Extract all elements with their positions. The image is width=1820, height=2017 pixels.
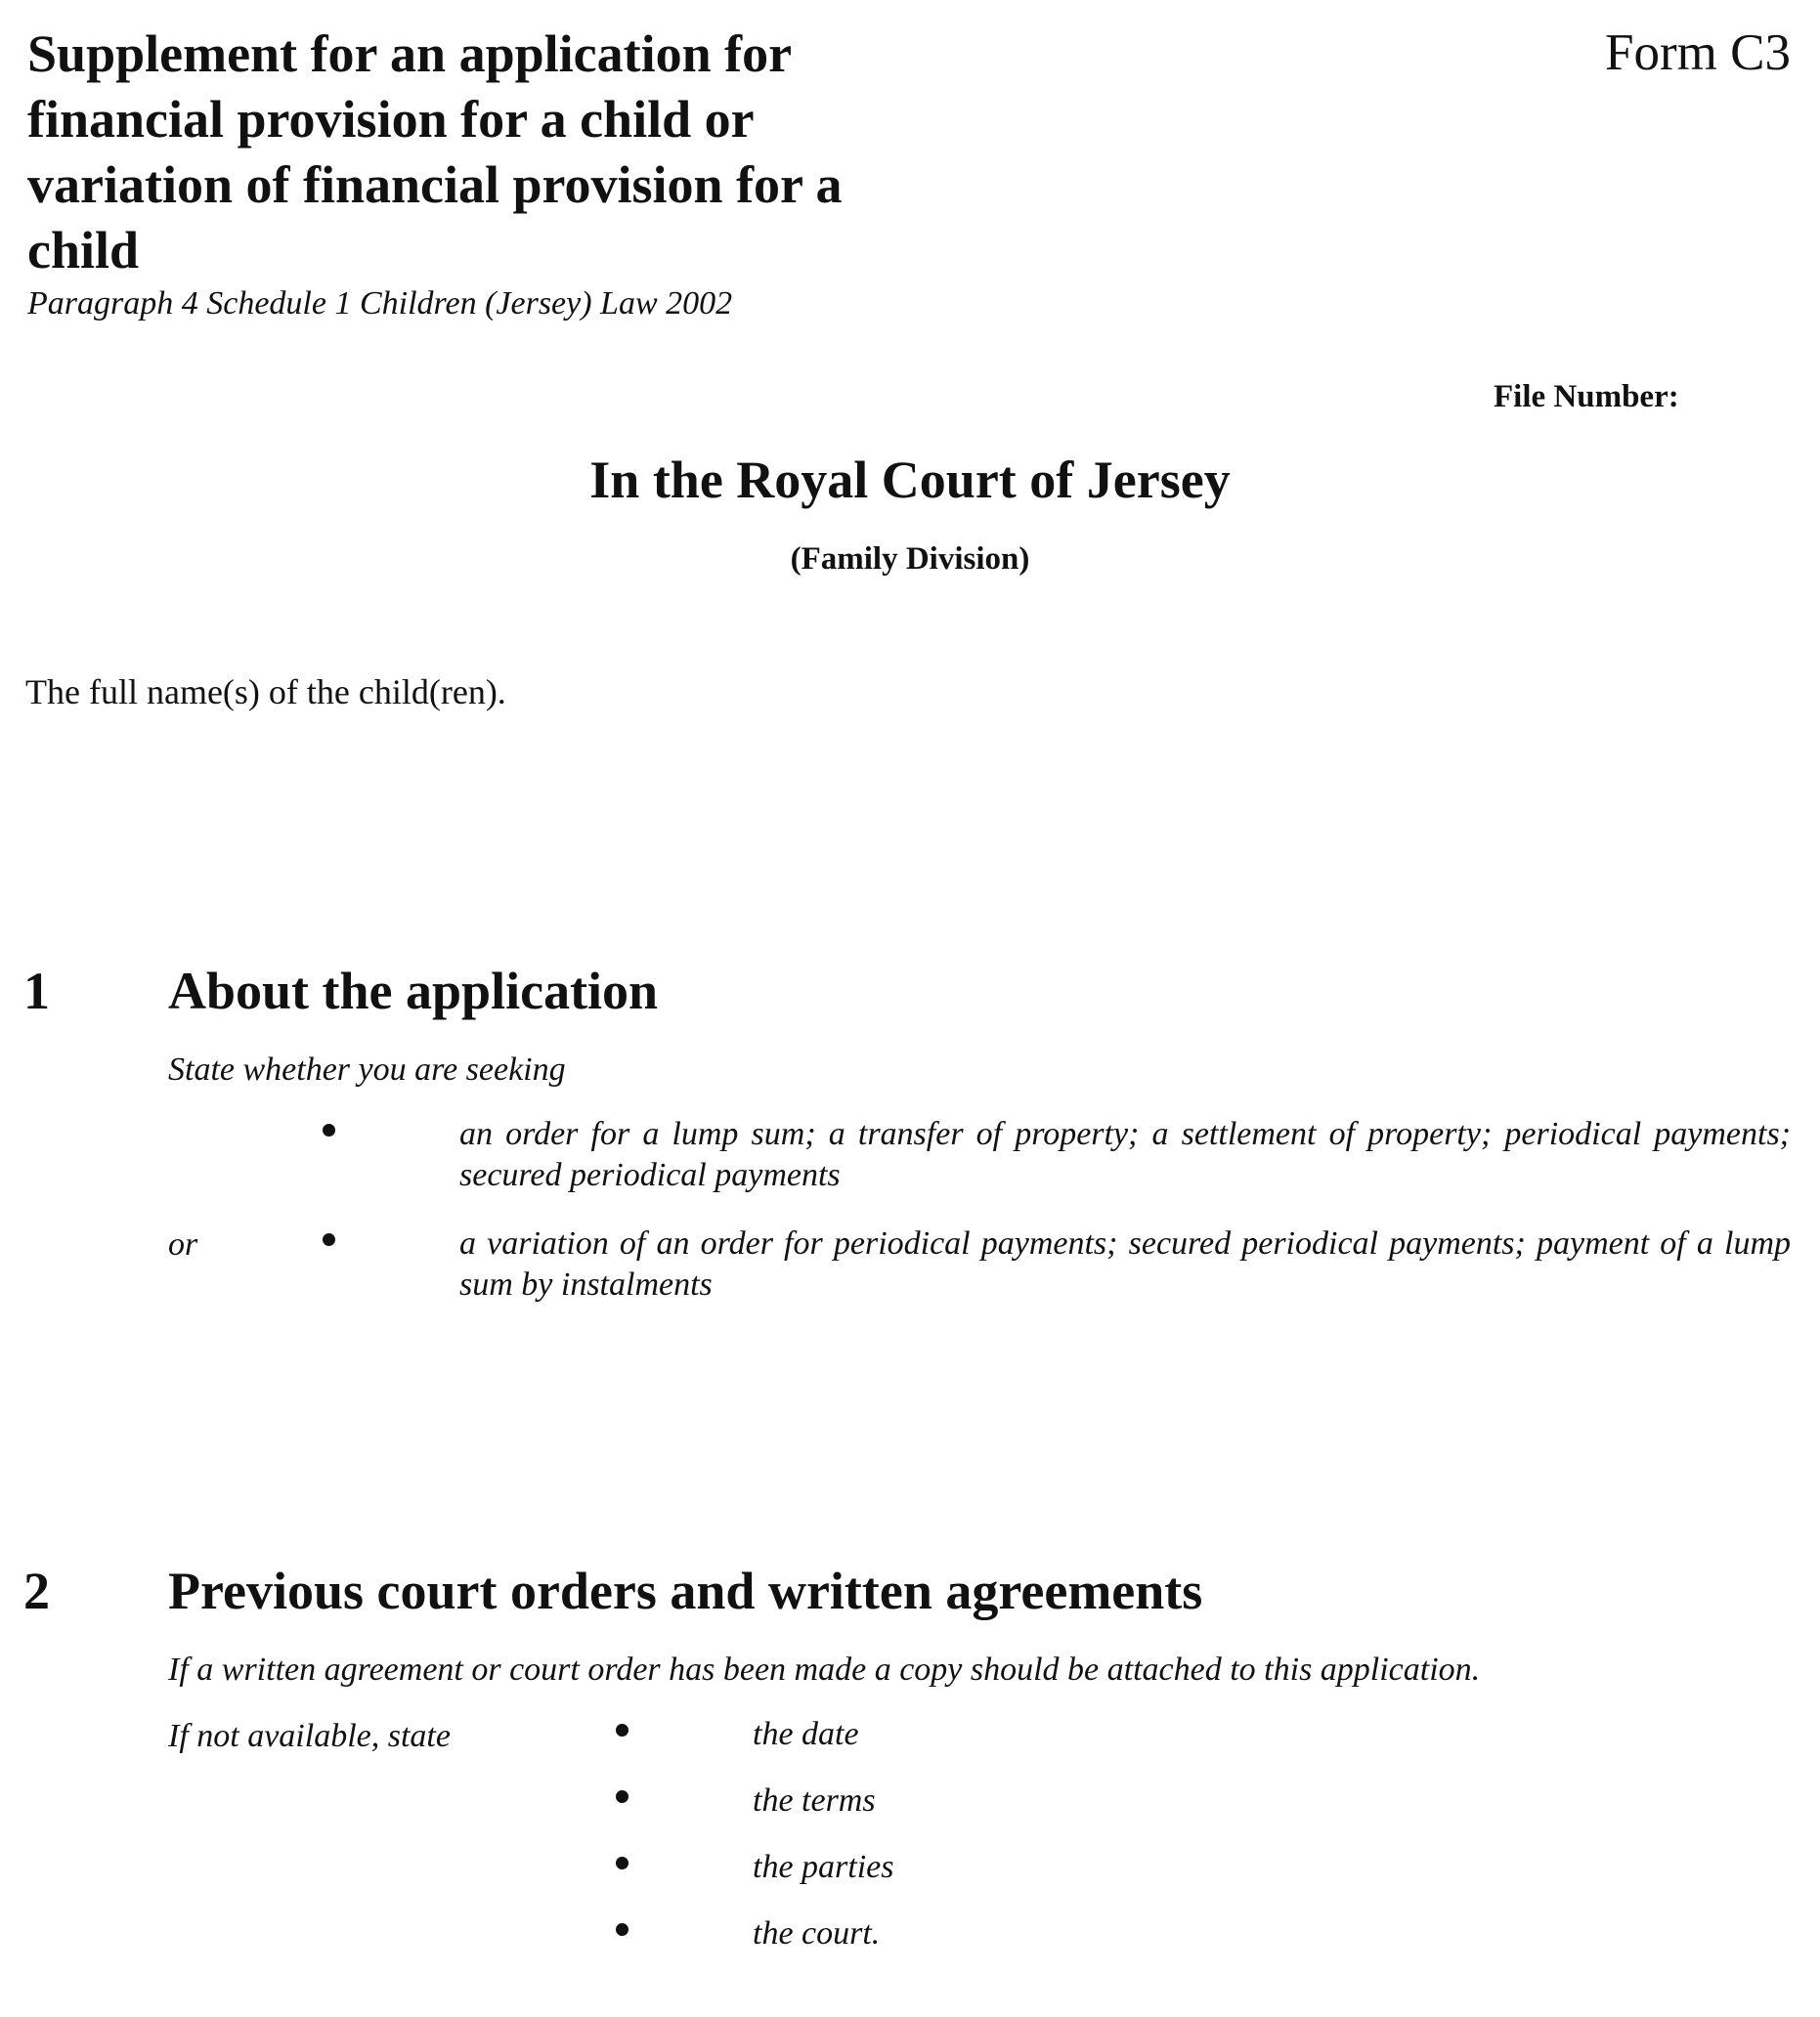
section-2-list-label: If not available, state — [168, 1718, 451, 1754]
section-1-number: 1 — [23, 962, 50, 1020]
bullet-icon — [616, 1857, 628, 1869]
bullet-icon — [323, 1233, 335, 1246]
legal-reference: Paragraph 4 Schedule 1 Children (Jersey) Law 2002 — [27, 285, 733, 322]
section-1-option-2: a variation of an order for periodical payments; secured periodical payments; payment of a lump sum by instalments — [459, 1225, 1791, 1303]
children-names-label: The full name(s) of the child(ren). — [25, 672, 506, 711]
section-1-option-1: an order for a lump sum; a transfer of property; a settlement of property; periodical payments; secured periodical payments — [459, 1116, 1791, 1193]
court-name: In the Royal Court of Jersey — [589, 451, 1231, 509]
section-2-note: If a written agreement or court order has been made a copy should be attached to this application. — [168, 1652, 1481, 1688]
section-2-title: Previous court orders and written agreements — [168, 1562, 1203, 1620]
section-2-item-date: the date — [753, 1716, 859, 1752]
court-division: (Family Division) — [790, 541, 1030, 577]
bullet-icon — [616, 1724, 628, 1737]
section-2-number: 2 — [23, 1562, 50, 1620]
form-id: Form C3 — [1605, 24, 1791, 81]
bullet-icon — [616, 1923, 628, 1936]
section-1-or-label: or — [168, 1226, 198, 1263]
section-2-item-court: the court. — [753, 1915, 881, 1952]
bullet-icon — [616, 1790, 628, 1803]
bullet-icon — [323, 1124, 335, 1137]
section-2-item-parties: the parties — [753, 1849, 894, 1885]
file-number-label: File Number: — [1494, 379, 1679, 414]
section-1-intro: State whether you are seeking — [168, 1051, 566, 1088]
section-1-title: About the application — [168, 962, 659, 1020]
section-2-item-terms: the terms — [753, 1782, 876, 1819]
form-title: Supplement for an application for financial provision for a child or variation of financial provision for a child — [27, 24, 843, 279]
